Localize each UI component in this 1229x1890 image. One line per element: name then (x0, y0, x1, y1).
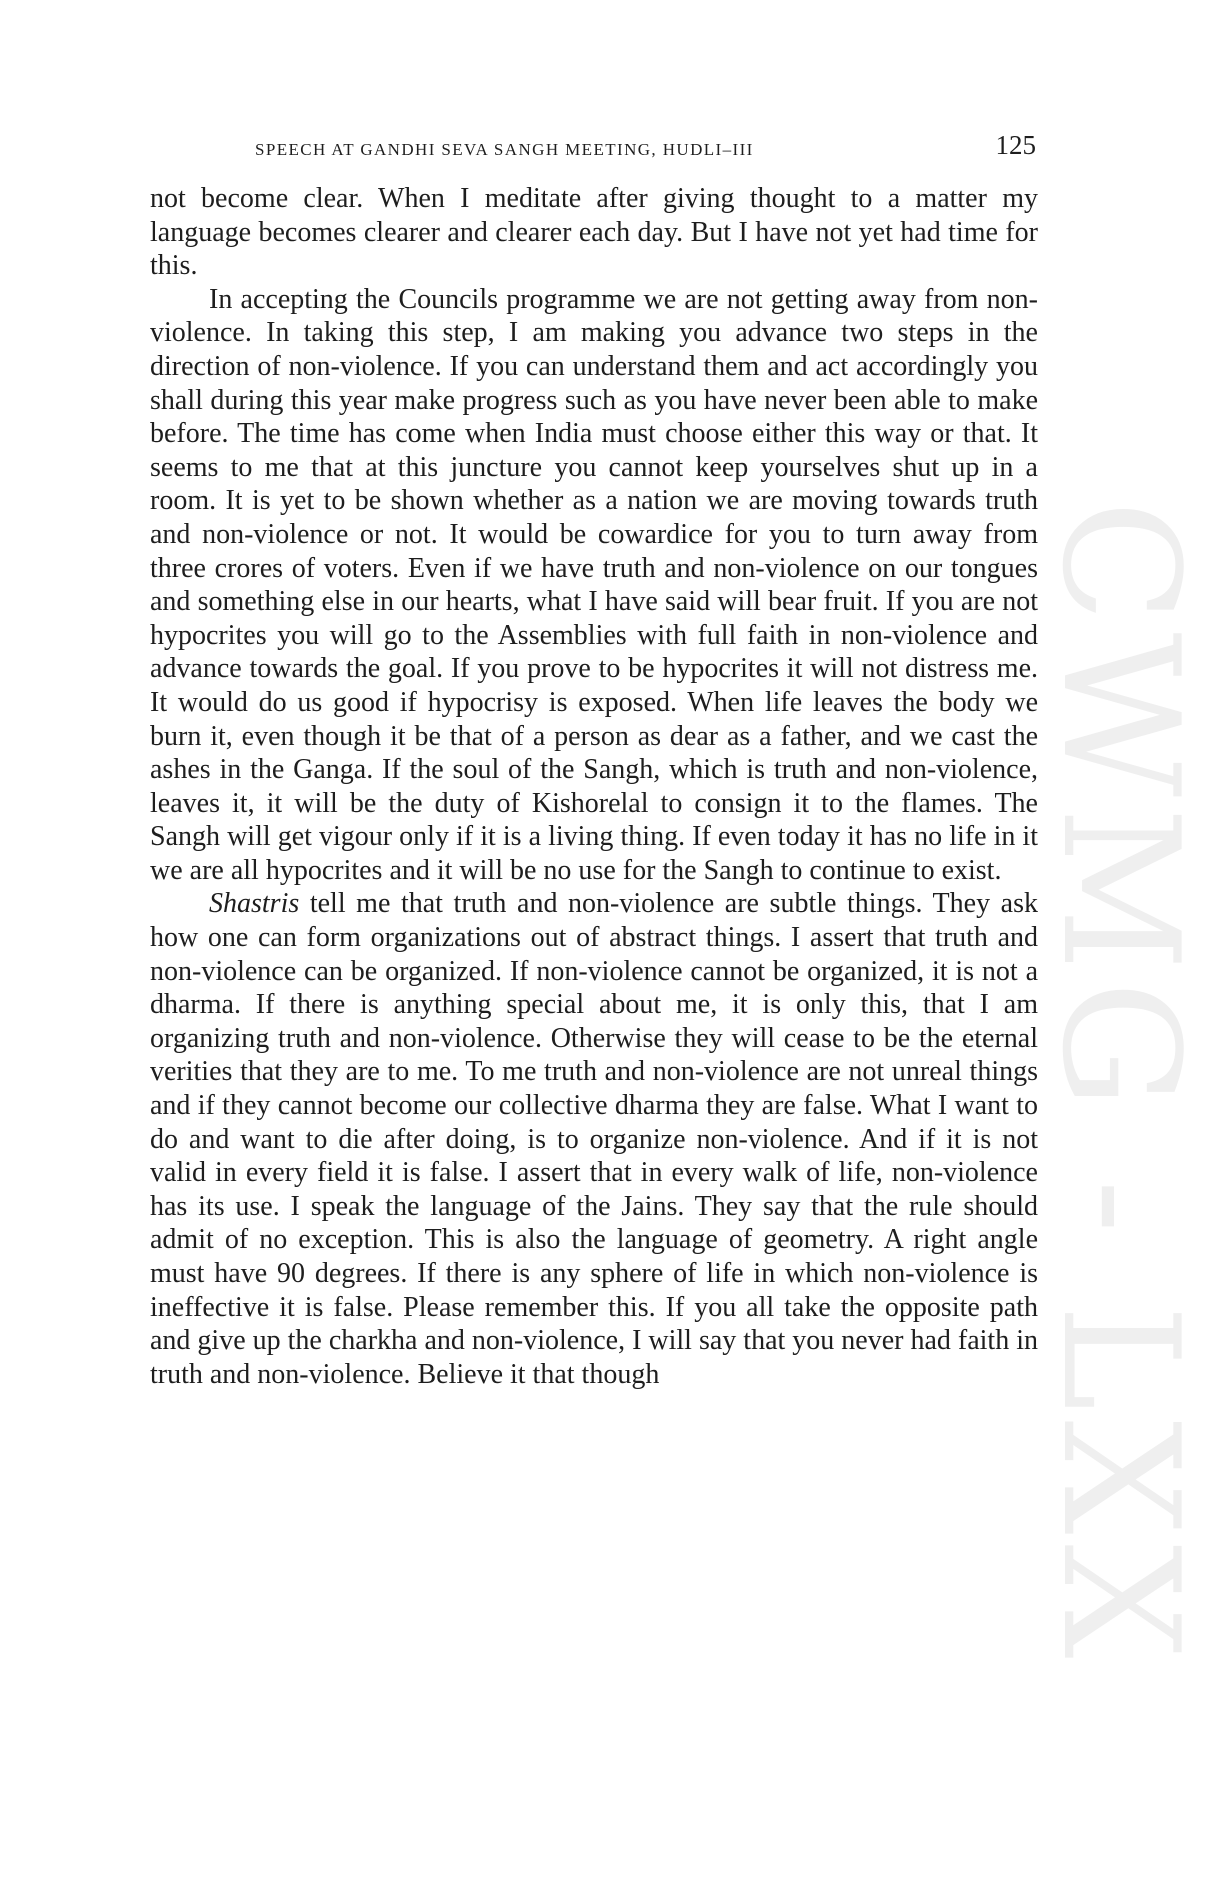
paragraph-3 (150, 887, 1038, 1391)
italic-term: Shastris (209, 888, 300, 920)
watermark: CWMG - LXX (1027, 500, 1214, 1669)
paragraph-3-text: tell me that truth and non-violence are subtle things. They ask how one can form organizations out of abstract things. I assert that truth and non-violence can be organized. If non-violence cannot be organized, it is not a dharma. If there is anything special about me, it is only this, that I am organizing truth and non-violence. Otherwise they will cease to be the eternal verities that they are to me. To me truth and non-violence are not unreal things and if they cannot become our collective dharma they are false. What I want to do and want to die after doing, is to organize non-violence. And if it is not valid in every field it is false. I assert that in every walk of life, non-violence has its use. I speak the language of the Jains. They say that the rule should admit of no exception. This is also the language of geometry. A right angle must have 90 degrees. If there is any sphere of life in which non-violence is ineffective it is false. Please remember this. If you all take the opposite path and give up the charkha and non-violence, I will say that you never had faith in truth and non-violence. Believe it that though (150, 888, 1038, 1390)
running-title: SPEECH AT GANDHI SEVA SANGH MEETING, HUDLI–III (255, 140, 754, 159)
paragraph-1: not become clear. When I meditate after giving thought to a matter my language becomes clearer and clearer each day. But I have not yet had time for this. (150, 183, 1038, 282)
body-text (150, 182, 1038, 1391)
page-number: 125 (995, 130, 1036, 160)
book-page (150, 128, 1038, 1391)
paragraph-2: In accepting the Councils programme we are not getting away from non-violence. In taking this step, I am making you advance two steps in the direction of non-violence. If you can understand them and act accordingly you shall during this year make progress such as you have never been able to make before. The time has come when India must choose either this way or that. It seems to me that at this juncture you cannot keep yourselves shut up in a room. It is yet to be shown whether as a nation we are moving towards truth and non-violence or not. It would be cowardice for you to turn away from three crores of voters. Even if we have truth and non-violence on our tongues and something else in our hearts, what I have said will bear fruit. If you are not hypocrites you will go to the Assemblies with full faith in non-violence and advance towards the goal. If you prove to be hypocrites it will not distress me. It would do us good if hypocrisy is exposed. When life leaves the body we burn it, even though it be that of a person as dear as a father, and we cast the ashes in the Ganga. If the soul of the Sangh, which is truth and non-violence, leaves it, it will be the duty of Kishorelal to consign it to the flames. The Sangh will get vigour only if it is a living thing. If even today it has no life in it we are all hypocrites and it will be no use for the Sangh to continue to exist. (150, 283, 1038, 886)
running-header (150, 128, 1038, 168)
